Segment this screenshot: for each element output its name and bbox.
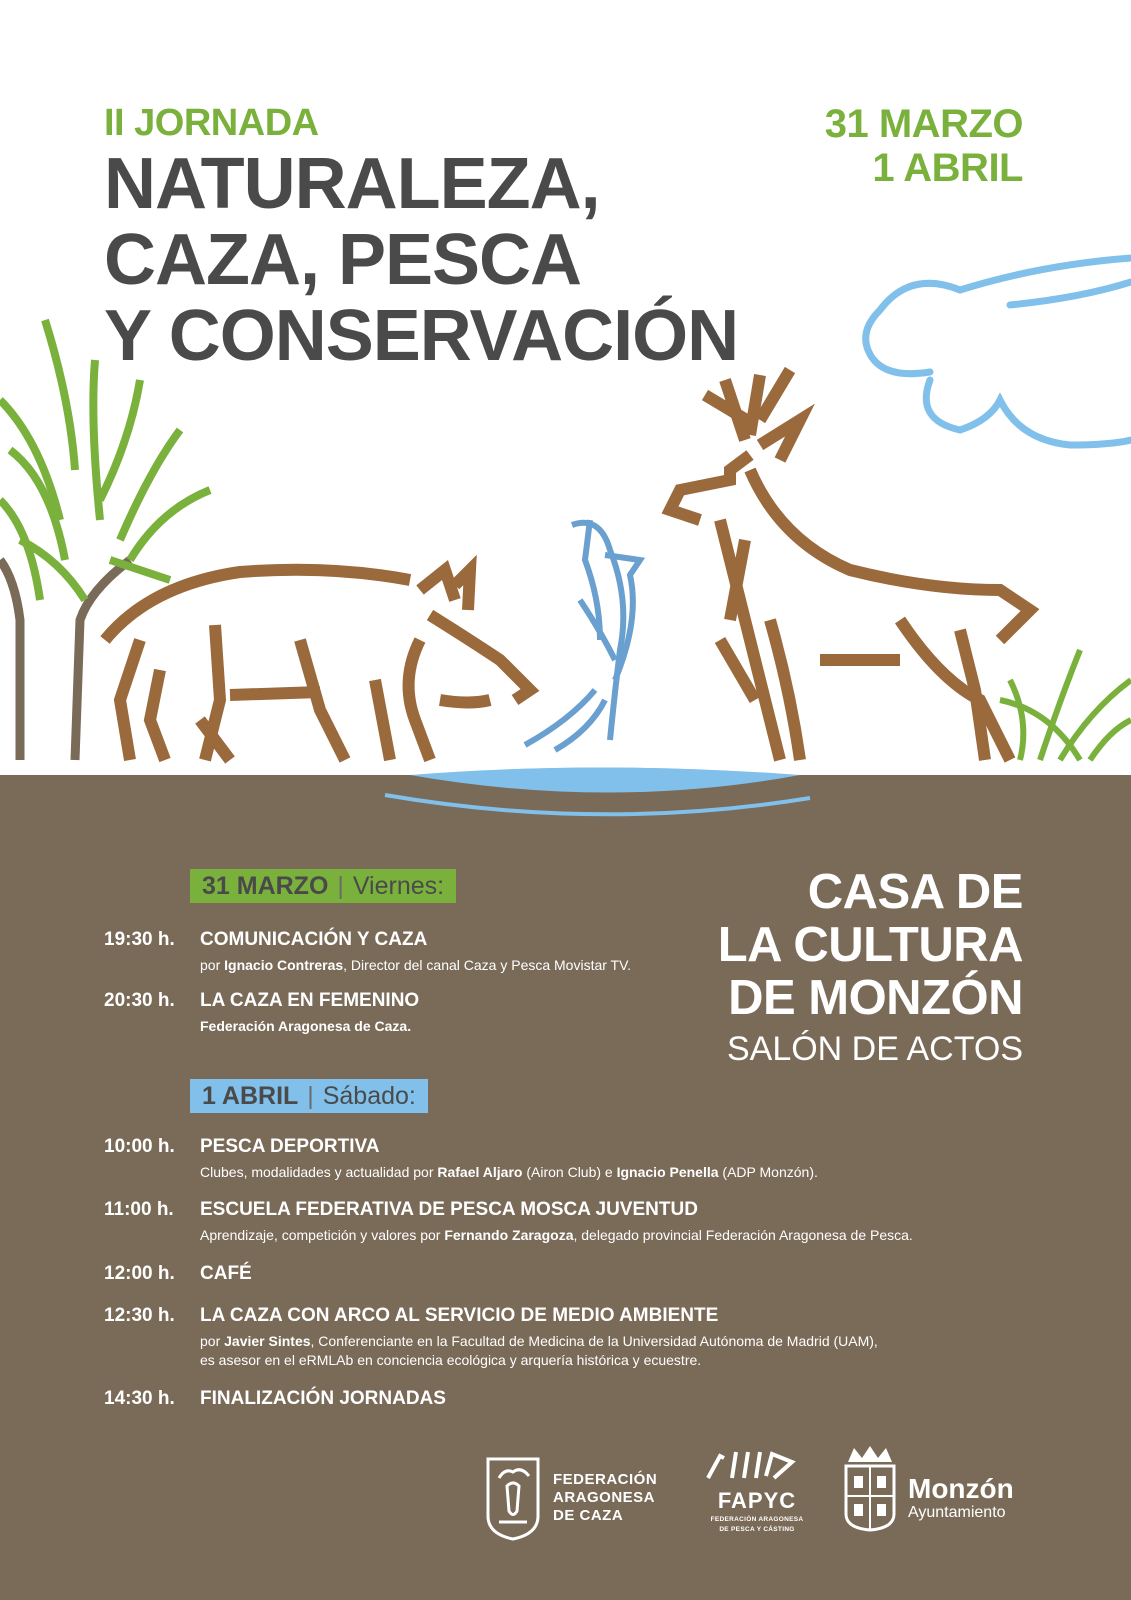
day-2-date: 1 ABRIL (202, 1082, 299, 1110)
item-title: PESCA DEPORTIVA (200, 1136, 380, 1157)
item-description: Aprendizaje, competición y valores por Fernando Zaragoza, delegado provincial Federación Aragonesa de Pesca. (200, 1227, 913, 1243)
title-line-2: CAZA, PESCA (104, 220, 582, 300)
event-dates (825, 102, 1023, 190)
tree-icon (0, 320, 210, 760)
day-2-label (190, 1079, 428, 1113)
monzon-crest-icon (842, 1444, 898, 1532)
title-line-3: Y CONSERVACIÓN (104, 296, 739, 376)
date-1: 31 MARZO (824, 102, 1023, 146)
item-title: ESCUELA FEDERATIVA DE PESCA MOSCA JUVENTUD (200, 1199, 698, 1220)
venue-block (718, 866, 1023, 1069)
day-1-separator: | (337, 872, 344, 900)
fac-logo-text: FEDERACIÓN ARAGONESA DE CAZA (553, 1471, 658, 1524)
venue-line-2: LA CULTURA (717, 918, 1023, 972)
fapyc-fish-icon (706, 1448, 796, 1486)
day-2-separator: | (307, 1082, 314, 1110)
item-time: 14:30 h. (104, 1388, 175, 1409)
item-description: por Javier Sintes, Conferenciante en la Facultad de Medicina de la Universidad Autónoma de Madrid (UAM), es asesor en el eRMLAb en conciencia ecológica y arquería histórica y ecuestre. (200, 1333, 878, 1368)
fac-shield-icon (485, 1456, 541, 1542)
fapyc-logo-text: FAPYC FEDERACIÓN ARAGONESA DE PESCA Y CÁSTING (710, 1488, 804, 1533)
main-title (104, 146, 738, 374)
venue-line-1: CASA DE (807, 865, 1023, 919)
venue-room: SALÓN DE ACTOS (726, 1030, 1023, 1068)
item-time: 19:30 h. (104, 929, 175, 950)
day-1-label (190, 869, 456, 903)
item-time: 11:00 h. (104, 1199, 174, 1220)
item-title: FINALIZACIÓN JORNADAS (200, 1388, 446, 1409)
day-1-weekday: Viernes: (352, 872, 445, 900)
fish-icon (525, 520, 640, 750)
venue-line-3: DE MONZÓN (728, 971, 1023, 1025)
water-pond-overlay (0, 740, 1131, 840)
item-time: 12:30 h. (104, 1305, 175, 1326)
day-1-date: 31 MARZO (202, 872, 329, 900)
item-description: Clubes, modalidades y actualidad por Rafael Aljaro (Airon Club) e Ignacio Penella (ADP Monzón). (200, 1164, 818, 1180)
boar-icon (105, 570, 530, 760)
item-time: 20:30 h. (104, 990, 175, 1011)
cloud-icon (866, 258, 1131, 445)
item-title: COMUNICACIÓN Y CAZA (200, 929, 428, 950)
item-title: CAFÉ (200, 1263, 252, 1284)
item-time: 12:00 h. (104, 1263, 175, 1284)
item-title: LA CAZA EN FEMENINO (200, 990, 420, 1011)
date-2: 1 ABRIL (872, 146, 1023, 190)
monzon-logo-text: Monzón Ayuntamiento (908, 1473, 1014, 1521)
edition-label: II JORNADA (104, 102, 319, 144)
day-2-weekday: Sábado: (322, 1082, 416, 1110)
deer-icon (670, 370, 1030, 760)
item-description: por Ignacio Contreras, Director del canal Caza y Pesca Movistar TV. (200, 957, 632, 973)
title-line-1: NATURALEZA, (104, 144, 600, 224)
item-description: Federación Aragonesa de Caza. (200, 1018, 412, 1034)
item-title: LA CAZA CON ARCO AL SERVICIO DE MEDIO AMBIENTE (200, 1305, 719, 1326)
item-time: 10:00 h. (104, 1136, 175, 1157)
